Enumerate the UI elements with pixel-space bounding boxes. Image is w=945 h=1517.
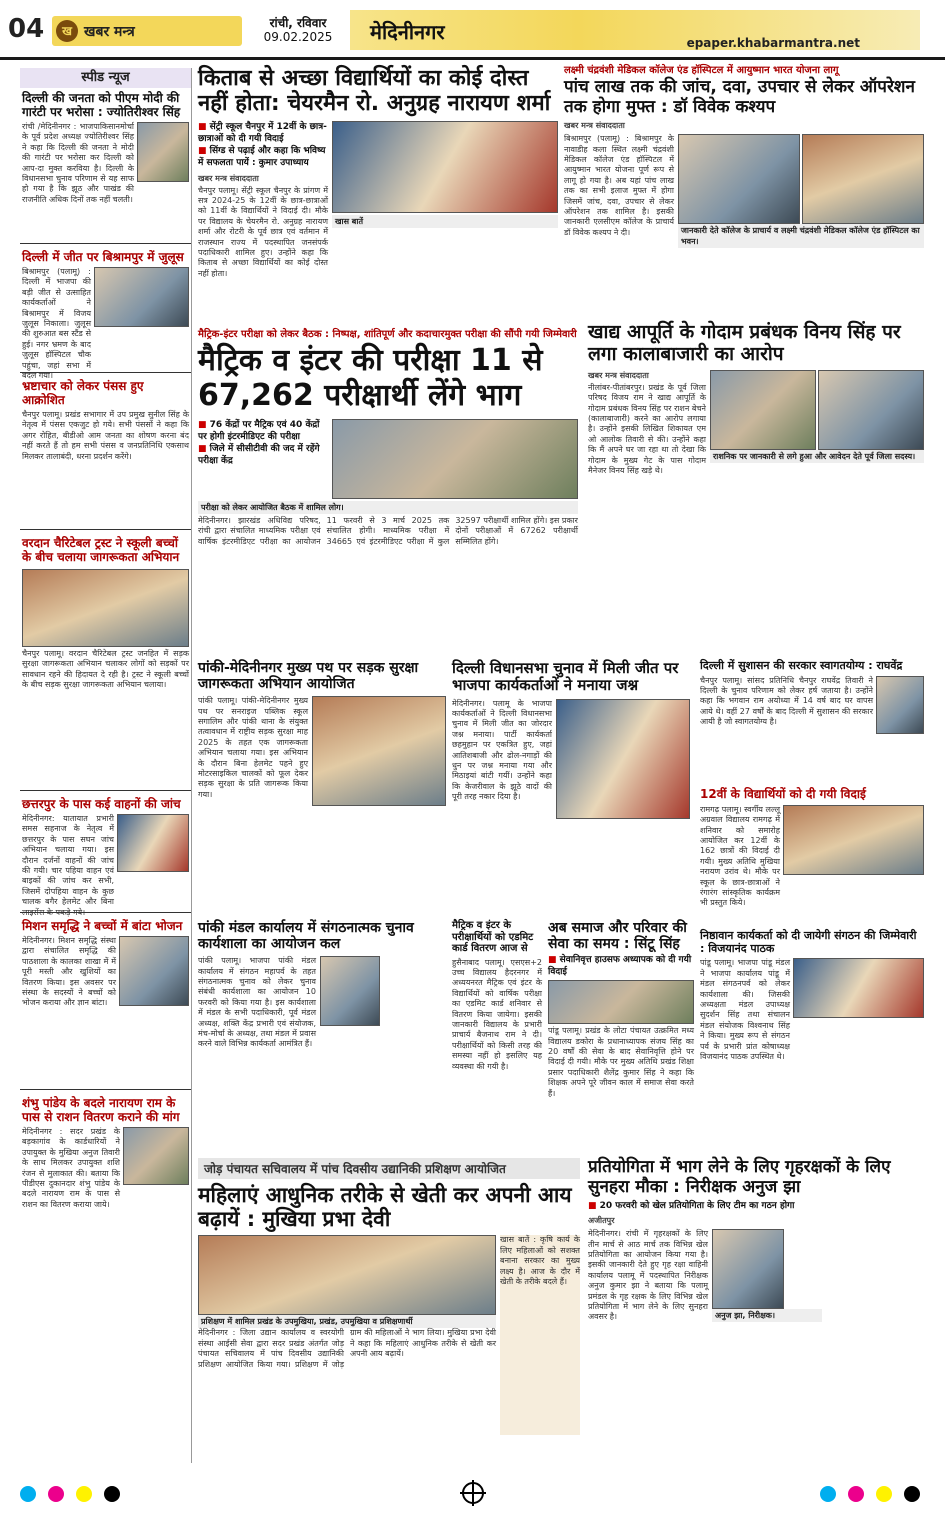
website-link[interactable]: epaper.khabarmantra.net [686,36,860,50]
photo-caption: परीक्षा को लेकर आयोजित बैठक में शामिल लोग। [198,501,578,514]
article-headline[interactable]: पांकी-मेदिनीनगर मुख्य पथ पर सड़क सुरक्षा जागरूकता अभियान आयोजित [198,660,419,693]
speed-news-banner: स्पीड न्यूज [20,68,191,88]
photo-caption: प्रशिक्षण में शामिल प्रखंड के उपमुखिया, प्रखंड, उपमुखिया व प्रशिक्षणार्थी [198,1315,496,1328]
divider [20,790,191,791]
article-bullet: ■ सेंट्री स्कूल चैनपुर में 12वीं के छात्र-छात्राओं को दी गयी विदाई [198,121,328,145]
article-body: पांकी पलामू। पांकी-मेदिनीनगर मुख्य पथ पर सनराइज पब्लिक स्कूल सगालिम और पांकी थाना के संयुक्त तत्वावधान में राष्ट्रीय सड़क सुरक्षा माह 2025 के तहत एक जागरूकता अभियान चलाया गया। इस अभियान के दौरान बिना हेलमेट पहने हुए मोटरसाइकिल चालकों को फूल देकर सड़क सुरक्षा के प्रति जागरूक किया गया। [198,696,308,799]
divider [20,529,191,530]
brand-name: खबर मन्त्र [84,24,135,40]
cyan-dot [20,1486,36,1502]
story-photo [117,814,189,872]
article-photo [332,419,578,499]
article-photo [556,699,690,819]
article-bullet: ■ सिंग्ड से पढ़ाई और कहा कि भविष्य में सफलता पायें : कुमार उपाध्याय [198,145,328,169]
edition-name: मेदिनीनगर [370,20,445,44]
article-body: पांडू पलामू। प्रखंड के लोटा पंचायत उत्क्रमित मध्य विद्यालय डकोरा के प्रधानाध्यापक संजय सिंह का 20 वर्षों की सेवा के बाद सेवानिवृत्ति होने पर विदाई दी गयी। मौके पर मुख्य अतिथि प्रखंड शिक्षा प्रसार पदाधिकारी शैलेंद्र कुमार सिंह ने कहा कि शिक्षक अपने पूरे जीवन काल में समाज सेवा करते हैं। [548,1026,694,1098]
story-headline[interactable]: छत्तरपुर के पास कई वाहनों की जांच [22,797,181,811]
portrait-photo [320,956,380,1026]
story-body: मेदिनीनगर: यातायात प्रभारी समस सहनाज के नेतृत्व में छत्तरपुर के पास सघन जांच अभियान चलाया गया। इस दौरान दर्जनों वाहनों की जांच की गयी। चार पहिया वाहन एवं बाइकों की जांच कर सभी, जिसमें दोपहिया वाहन के कुछ चालक बगैर हेलमेट और बिना लाइसेंस के पकड़े गये। [22,814,114,917]
photo-caption: राशनिक पर जानकारी से लगे हुआ और आवेदन देते पूर्व जिला सदस्य। [710,450,924,463]
article-body: चैनपुर पलामू। सेंट्री स्कूल चैनपुर के प्रांगण में सत्र 2024-25 के 12वीं के छात्र-छात्राओं को 11वीं के विद्यार्थियों ने विदाई दी। मौके पर विद्यालय के चेयरमैन रो. अनुग्रह नारायण शर्मा और रोटरी के पूर्व छात्र एवं वर्तमान में राजस्थान राज्य में पदस्थापित जनसंपर्क पदाधिकारी शामिल हुए। उन्होंने कहा कि किताब से अच्छा विद्यार्थियों का कोई दोस्त नहीं होता। [198,185,328,278]
story-photo [123,1127,189,1185]
article-sintu-singh [548,920,694,1150]
article-headline[interactable]: खाद्य आपूर्ति के गोदाम प्रबंधक विनय सिंह पर लगा कालाबाजारी का आरोप [588,321,901,365]
article-headline[interactable]: महिलाएं आधुनिक तरीके से खेती कर अपनी आय बढ़ायें : मुखिया प्रभा देवी [198,1183,572,1232]
story-photo [94,267,189,327]
story-photo [22,569,189,647]
story-body: मेदिनीनगर : सदर प्रखंड के बड़कागांव के कार्डधारियों ने उपायुक्त के मुखिया अनुज तिवारी के साथ मिलकर उपायुक्त शशि रंजन से मुलाकात की। बताया कि पीडीएस दुकानदार शंभु पांडेय के बदले नारायण राम के पास से राशन का वितरण कराया जाये। [22,1127,120,1209]
article-photo [312,696,446,806]
article-byline: खबर मन्त्र संवाददाता [564,121,625,131]
article-photo [818,370,924,450]
article-raghvendra [700,660,924,780]
article-byline: अजीतपुर [588,1216,615,1226]
article-sidebar: खास बातें : कृषि कार्य के लिए महिलाओं को सशक्त बनाना सरकार का मुख्य लक्ष्य है। आज के दौर में खेती के तरीके बदले हैं। [500,1235,580,1435]
portrait-photo [712,1229,784,1309]
portrait-photo [876,676,924,734]
article-byline: खबर मन्त्र संवाददाता [198,173,259,183]
header-date: 09.02.2025 [263,30,333,44]
photo-caption: खास बातें [332,215,558,228]
article-kicker: लक्ष्मी चंद्रवंशी मेडिकल कॉलेज एंड हॉस्पिटल में आयुष्मान भारत योजना लागू [564,65,839,76]
story-headline[interactable]: दिल्ली की जनता को पीएम मोदी की गारंटी पर भरोसा : ज्योतिरीश्वर सिंह [22,91,181,119]
story-photo [119,936,189,1006]
article-photo [332,121,558,213]
yellow-dot [76,1486,92,1502]
article-bullet: ■ 76 केंद्रों पर मैट्रिक एवं 40 केंद्रों पर होगी इंटरमीडिएट की परीक्षा [198,419,328,443]
article-body: नीलांबर-पीतांबरपुर। प्रखंड के पूर्व जिला परिषद विजय राम ने खाद्य आपूर्ति के गोदाम प्रबंधक विनय सिंह पर राशन बेचने (कालाबाजारी) करने का आरोप लगाया है। उन्होंने इसकी लिखित शिकायत एम ओ आलोक तिवारी से की। उन्होंने कहा कि मैं अपने घर जा रहा था तो देखा कि गोदाम के मुख्य गेट के पास गोदाम मैनेजर विनय सिंह खड़े थे। [588,382,706,475]
photo-caption: जानकारी देते कॉलेज के प्राचार्य व लक्ष्मी चंद्रवंशी मेडिकल कॉलेज एंड हॉस्पिटल का भवन। [678,224,924,248]
article-photo [678,134,800,224]
story-body: मेदिनीनगर। मिशन समृद्धि संस्था द्वारा संचालित समृद्धि की पाठशाला के कालका शाखा में में पूरी मस्ती और खुशियों का वितरण किया। इस अवसर पर संस्था के सदस्यों ने बच्चों को भोजन कराया और ज्ञान बांटा। [22,936,116,1008]
article-headline[interactable]: पांकी मंडल कार्यालय में संगठनात्मक चुनाव कार्यशाला का आयोजन कल [198,920,414,953]
article-body: मेदिनीनगर। पलामू के भाजपा कार्यकर्ताओं ने दिल्ली विधानसभा चुनाव में मिली जीत का जोरदार जश्न मनाया। पार्टी कार्यकर्ता छहमुहान पर एकत्रित हुए, जहां आतिशबाजी और ढोल-नगाड़ों की धुन पर जश्न मनाया गया और मिठाइयां बांटी गयीं। उन्होंने कहा कि केजरीवाल के झूठे वादों की पूरी तरह नकार दिया है। [452,698,552,802]
article-admit-card [452,920,542,1150]
story-headline[interactable]: दिल्ली में जीत पर बिश्रामपुर में जुलूस [22,250,184,264]
article-photo [783,805,924,875]
story-headline[interactable]: शंभु पांडेय के बदले नारायण राम के पास से राशन वितरण कराने की मांग [22,1096,180,1124]
print-registration-strip [0,1480,945,1517]
article-vijayanand [700,930,924,1080]
article-headline[interactable]: पांच लाख तक की जांच, दवा, उपचार से लेकर ऑपरेशन तक होगा मुफ्त : डॉ विवेक कश्यप [564,77,915,117]
article-headline[interactable]: निष्ठावान कार्यकर्ता को दी जायेगी संगठन की जिम्मेवारी : विजयानंद पाठक [700,929,917,955]
article-byline: खबर मन्त्र संवाददाता [588,370,649,380]
page-number: 04 [8,14,45,44]
story-body: बिश्रामपुर (पलामू) : दिल्ली में भाजपा की बड़ी जीत से उत्साहित कार्यकर्ताओं ने बिश्रामपुर में विजय जुलूस निकाला। जुलूस की शुरुआत बस स्टैंड से हुई। नगर भ्रमण के बाद जुलूस हॉस्पिटल चौक पहुंचा, जहां सभा में बदल गया। [22,267,91,381]
article-medical-college [564,62,924,318]
article-panki-workshop [198,920,446,1150]
black-dot [104,1486,120,1502]
article-sidebar-text [332,228,558,298]
article-home-guards [588,1158,924,1464]
article-photo [198,1235,496,1315]
article-road-safety [198,660,446,915]
article-school-farewell [198,66,558,326]
black-dot [904,1486,920,1502]
magenta-dot [848,1486,864,1502]
page-header [0,0,945,60]
article-women-farming [198,1158,580,1464]
yellow-dot [876,1486,892,1502]
article-body-continued [712,1322,924,1422]
article-headline[interactable]: दिल्ली में सुशासन की सरकार स्वागतयोग्य : राघवेंद्र [700,659,903,672]
magenta-dot [48,1486,64,1502]
header-place: रांची, रविवार [269,16,327,30]
article-board-exams [198,326,578,654]
brand-logo-icon: ख [56,20,78,42]
article-photo [802,134,924,224]
article-body-continued [678,248,924,308]
article-headline[interactable]: मैट्रिक व इंटर के परीक्षार्थियों को एडमिट कार्ड वितरण आज से [452,920,534,954]
article-delhi-celebration [452,660,690,915]
story-photo [137,122,189,182]
article-headline[interactable]: किताब से अच्छा विद्यार्थियों का कोई दोस्त नहीं होता: चेयरमैन रो. अनुग्रह नारायण शर्मा [198,66,551,117]
story-body: चैनपुर पलामू। वरदान चैरिटेबल ट्रस्ट जनहित में सड़क सुरक्षा जागरूकता अभियान चलाकर लोगों को सड़कों पर सावधान रहने की हिदायत दे रही है। ट्रस्ट ने स्कूली बच्चों के बीच सड़क सुरक्षा जागरूकता अभियान चलाया। [22,649,189,690]
story-headline[interactable]: वरदान चैरिटेबल ट्रस्ट ने स्कूली बच्चों के बीच चलाया जागरूकता अभियान [22,536,180,564]
article-body: मेदिनीनगर : जिला उद्यान कार्यालय व स्वरयोगी संस्था आईसी सेवा द्वारा सदर प्रखंड अंतर्गत जोड़ पंचायत सचिवालय में पांच दिवसीय उद्यानिकी प्रशिक्षण आयोजित किया गया। प्रशिक्षण में जोड़ ग्राम की महिलाओं ने भाग लिया। मुखिया प्रभा देवी ने कहा कि महिलाएं आधुनिक तरीके से खेती कर अपनी आय बढ़ायें। [198,1328,496,1369]
story-headline[interactable]: मिशन समृद्धि ने बच्चों में बांटा भोजन [22,919,183,933]
registration-mark-icon [462,1482,484,1504]
story-body: चैनपुर पलामू। प्रखंड सभागार में उप प्रमुख सुनील सिंह के नेतृत्व में पंसस एकजुट हो गये। सभी पंससों ने कहा कि अगर रोहित, बीडीओ आम जनता का शोषण करना बंद नहीं करते हैं तो हम सभी पंसस व जनप्रतिनिधि एकसाथ मिलकर तालाबंदी, धरना प्रदर्शन करेंगे। [22,410,189,461]
article-headline[interactable]: अब समाज और परिवार की सेवा का समय : सिंटू सिंह [548,920,687,953]
section-band: जोड़ पंचायत सचिवालय में पांच दिवसीय उद्यानिकी प्रशिक्षण आयोजित [198,1158,580,1179]
article-body: पांकी पलामू। भाजपा पांकी मंडल कार्यालय में संगठन महापर्व के तहत संगठनात्मक चुनाव को लेकर चुनाव संबंधी कार्यशाला का आयोजन 10 फरवरी को किया गया है। इस कार्यशाला में मंडल के सभी पदाधिकारी, पूर्व मंडल अध्यक्ष, शक्ति केंद्र प्रभारी एवं संयोजक, मंच-मोर्चा के अध्यक्ष, तथा मंडल में प्रवास करने वाले विभिन्न कार्यकर्ता आमंत्रित हैं। [198,956,316,1049]
article-kicker: मैट्रिक-इंटर परीक्षा को लेकर बैठक : निष्पक्ष, शांतिपूर्ण और कदाचारमुक्त परीक्षा की सौंपी गयी जिम्मेवारी [198,329,577,340]
photo-caption: अनुज झा, निरीक्षक। [712,1309,822,1322]
story-body: रांची /मेदिनीनगर : भाजपाकिसानमोर्चा के पूर्व प्रदेश अध्यक्ष ज्योतिरीश्वर सिंह ने कहा कि दिल्ली की जनता ने मोदी की गारंटी पर भरोसा कर दिल्ली को आप-दा मुक्त करविया है। दिल्ली के विधानसभा चुनाव परिणाम से यह साफ हो गया है कि झूठ और पाखंड की राजनीति अधिक दिनों तक नहीं चलती। [22,122,134,204]
article-body: मेदिनीनगर। रांची में गृहरक्षकों के लिए तीन मार्च से आठ मार्च तक विभिन्न खेल प्रतियोगिता का आयोजन किया गया है। इसकी जानकारी देते हुए गृह रक्षा वाहिनी कार्यालय पलामू में पदस्थापित निरीक्षक अनुज कुमार झा ने बताया कि पलामू प्रमंडल के गृह रक्षक के लिए विभिन्न खेल प्रतियोगिता में भाग लेने के लिए सुनहरा अवसर है। [588,1229,708,1322]
article-godown-manager [588,322,924,652]
edition-banner [350,10,920,50]
article-headline[interactable]: 12वीं के विद्यार्थियों को दी गयी विदाई [700,787,866,801]
article-body: चैनपुर पलामू। सांसद प्रतिनिधि चैनपुर राघवेंद्र तिवारी ने दिल्ली के चुनाव परिणाम को लेकर हर्ष जताया है। उन्होंने कहा कि भगवान राम अयोध्या में 14 वर्ष बाद घर वापस आये थे। वहीं 27 वर्षों के बाद दिल्ली में सुशासन की सरकार आयी है जो स्वागतयोग्य है। [700,675,873,727]
article-headline[interactable]: दिल्ली विधानसभा चुनाव में मिली जीत पर भाजपा कार्यकर्ताओं ने मनाया जश्न [452,659,679,695]
article-photo [548,980,694,1024]
article-headline[interactable]: मैट्रिक व इंटर की परीक्षा 11 से 67,262 परीक्षार्थी लेंगे भाग [198,343,543,413]
article-body: मेदिनीनगर। झारखंड अधिविद्य परिषद, रांची द्वारा संचालित माध्यमिक परीक्षा एवं वार्षिक इंटरमीडिएट परीक्षा का आयोजन 11 फरवरी से 3 मार्च 2025 तक संचालित होगी। माध्यमिक परीक्षा में 34665 एवं इंटरमीडिएट परीक्षा में कुल 32597 परीक्षार्थी शामिल होंगे। इस प्रकार दोनों परीक्षाओं में 67262 परीक्षार्थी सम्मिलित होंगे। [198,516,578,546]
article-farewell-12th [700,788,924,928]
cyan-dot [820,1486,836,1502]
article-bullet: ■ सेवानिवृत्त हाउसफ अध्यापक को दी गयी विदाई [548,954,694,978]
brand-logo [52,16,242,46]
divider [20,1089,191,1090]
article-bullet: ■ 20 फरवरी को खेल प्रतियोगिता के लिए टीम का गठन होगा [588,1200,924,1212]
article-body: हुसैनाबाद पलामू। एसएस+2 उच्च विद्यालय हैदरनगर में अध्ययनरत मैट्रिक एवं इंटर के विद्यार्थियों को वार्षिक परीक्षा का एडमिट कार्ड शनिवार से वितरण किया जायेगा। इसकी जानकारी विद्यालय के प्रभारी प्राचार्य बैजनाथ राम ने दी। परीक्षार्थियों को किसी तरह की समस्या नहीं हो इसलिए यह व्यवस्था की गयी है। [452,957,542,1071]
article-body: पांडू पलामू। भाजपा पांडू मंडल ने भाजपा कार्यालय पांडू में मंडल संगठनपर्व को लेकर कार्यशाला की। जिसकी अध्यक्षता मंडल उपाध्यक्ष सुदर्शन सिंह तथा संचालन मंडल संयोजक विश्वनाथ सिंह ने किया। मुख्य रूप से संगठन पर्व के प्रभारी प्रांत कोषाध्यक्ष विजयानंद पाठक उपस्थित थे। [700,958,790,1061]
article-photo [793,958,924,1018]
article-bullet: ■ जिले में सीसीटीवी की जद में रहेंगे परीक्षा केंद्र [198,443,328,467]
story-headline[interactable]: भ्रष्टाचार को लेकर पंसस हुए आक्रोशित [22,379,144,407]
article-body-continued [710,463,924,583]
left-column [20,68,192,1463]
divider [20,243,191,244]
article-photo [710,370,816,450]
article-body: बिश्रामपुर (पलामू) : बिश्रामपुर के नावाडीह कला स्थित लक्ष्मी चंद्रवंशी मेडिकल कॉलेज एंड हॉस्पिटल में आयुष्मान भारत योजना पूर्ण रूप से लागू हो गया है। अब यहां पांच लाख तक का सभी इलाज मुफ्त में होगा जिसमें जांच, दवा, उपचार से लेकर ऑपरेशन तक शामिल है। इसकी जानकारी एलसीएम कॉलेज के प्राचार्य डॉ विवेक कश्यप ने दी। [564,134,674,237]
article-body: रामगढ़ पलामू। स्वर्गीय लल्लू अग्रवाल विद्यालय रामगढ़ में शनिवार को समारोह आयोजित कर 12वीं के 162 छात्रों की विदाई दी गयी। मुख्य अतिथि मुखिया नरायण उरांव थे। मौके पर स्कूल के छात्र-छात्राओं ने रंगारंग सांस्कृतिक कार्यक्रम भी प्रस्तुत किये। [700,804,780,908]
article-headline[interactable]: प्रतियोगिता में भाग लेने के लिए गृहरक्षकों के लिए सुनहरा मौका : निरीक्षक अनुज झा [588,1157,891,1197]
